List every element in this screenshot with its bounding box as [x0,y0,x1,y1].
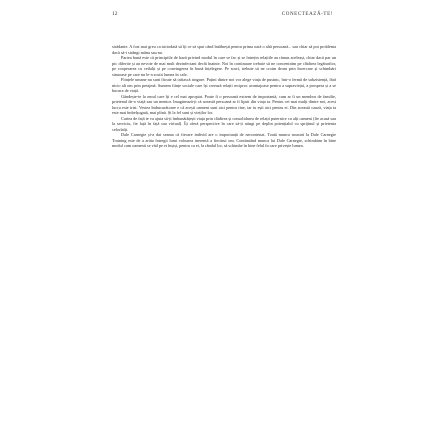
paragraph: Gândește-te la omul care îți e cel mai apropiat. Poate fi o persoană extrem de importantă, cum ar fi un membru de familie, prietenul de-o viață sau un mentor. Imaginează-ți că această persoană ar fi lipsit din viața ta. Pentru cei mai mulți dintre noi, acest lucru este trist. Vestea îmbucurătoare e că acești oameni sunt aici pentru tine, iar tu ești aici pentru ei. Din această cauză, viața ta este mai îmbelșugată, mai plină. Și la fel sunt și vieților lor. [112,93,336,115]
body-text [112,44,336,149]
paragraph: Ființele umane nu sunt făcute să trăiască singure. Puțini dintre noi vor alege viața de pustnic, într-o fermă de subzistență, fără nicio alt om prin preajmă. Suntem ființe sociale care își creează relații reciproc avantajoase pentru a supraviețui, a prospera și a se bucura de viață. [112,77,336,93]
paragraph-continued: strădanie. A fost mai greu ca niciodată să îți ce să spui când întâlnești pentru prima oară o altă persoană... sau chiar să pui problema dacă să-i strângi mâna sau nu. [112,44,336,55]
page-number: 12 [112,11,118,17]
paragraph: Dale Carnegie și-a dat seama că fiecare individ are o importanță de necontestat. Toată munca noastră la Dale Carnegie Training este de a arăta întregii lumi valoarea inerentă a fiecărui om. Continuând munca lui Dale Carnegie, schimbăm în bine modul cum oamenii se văd pe ei înșiși, pentru ca ei, la rândul lor, să schimbe în bine felul în care privește lumea. [112,132,336,148]
paragraph: Cartea de față te va ajuta să-ți îmbunătățești viața prin clădirea și consolidarea de relații puternice cu alți oameni (fie acasă sau la serviciu, fie față în față sau virtual). Îți oferă perspective în care să-ți atingi pe deplin potențialul cu sprijinul și prietenia celorlalți. [112,115,336,132]
running-book-title: CONECTEAZĂ-TE! [281,11,333,17]
paragraph: Partea bună este că principiile de bază privind modul în care se fac și se întrețin relațiile au rămas aceleași, chiar dacă par un pic diferite și au nevoie de mai mult dezinfectant decât înainte. Noi în continuare trebuie să ne concentrăm pe clădirea legăturilor, pe cooperarea cu ceilalți și pe convingerea în bună înțelegere. Pe scurt, trebuie să ne croim drum prin încercare și schimbări sinuoase pe care nu le-a scutit lumea în cale. [112,55,336,77]
running-header [112,9,333,19]
